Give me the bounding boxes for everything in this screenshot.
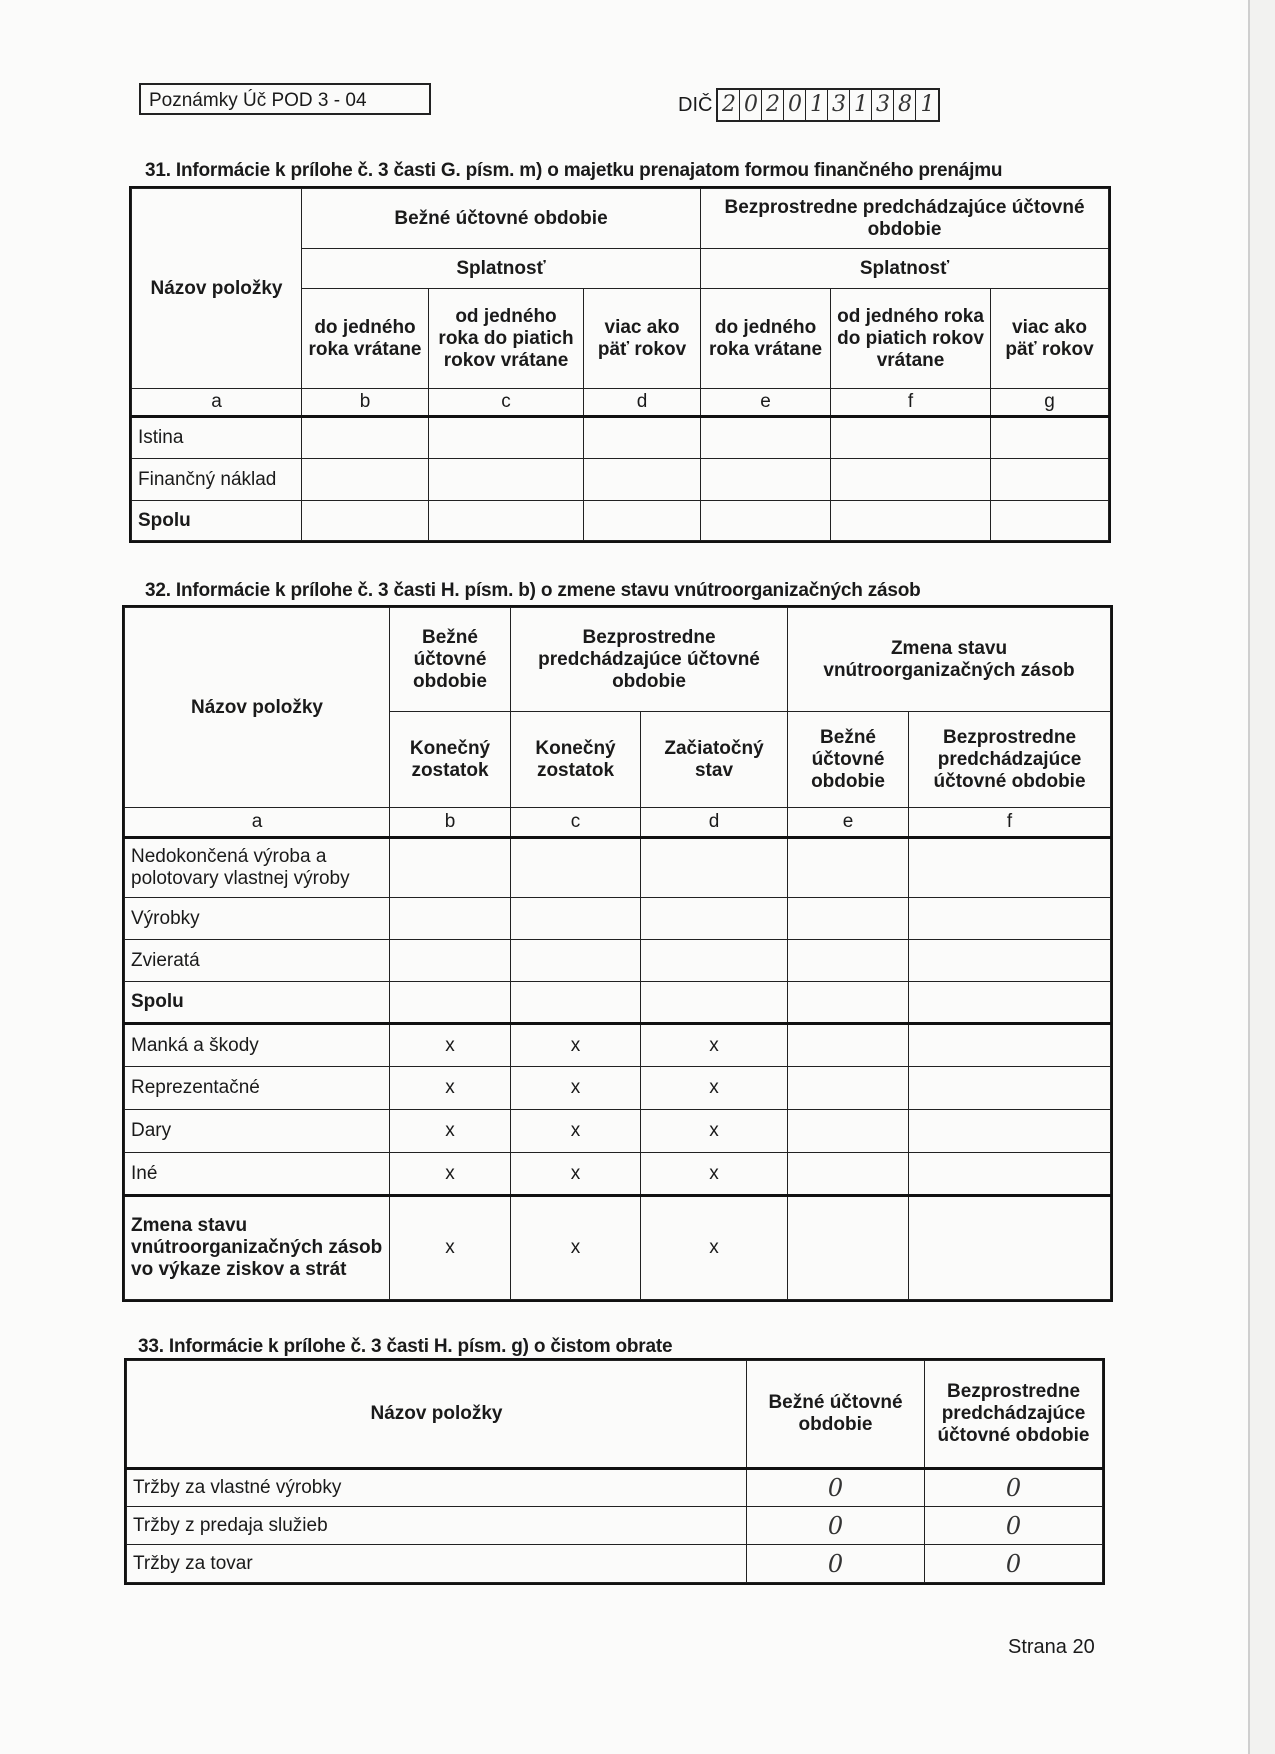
- x-mark: x: [390, 1153, 511, 1196]
- dic-cells: [716, 88, 940, 122]
- s32-row-label: Nedokončená výroba a polotovary vlastnej výroby: [125, 838, 390, 898]
- dic-digit[interactable]: 1: [850, 90, 872, 120]
- s32-row-label: Spolu: [125, 982, 390, 1024]
- s32-cell[interactable]: [909, 1067, 1111, 1110]
- s32-row-label: Dary: [125, 1110, 390, 1153]
- s31-letter: d: [584, 389, 701, 417]
- s31-cell[interactable]: [831, 501, 991, 541]
- s31-row-label: Spolu: [132, 501, 302, 541]
- s32-col-e: Bežné účtovné obdobie: [788, 712, 909, 808]
- s33-previous-value[interactable]: 0: [925, 1545, 1103, 1583]
- s31-maturity-current: Splatnosť: [302, 249, 701, 289]
- x-mark: x: [511, 1067, 641, 1110]
- s31-col-d: viac ako päť rokov: [584, 289, 701, 389]
- s31-cell[interactable]: [701, 417, 831, 459]
- form-code: Poznámky Úč POD 3 - 04: [139, 83, 431, 115]
- x-mark: x: [511, 1196, 641, 1300]
- x-mark: x: [390, 1110, 511, 1153]
- s32-cell[interactable]: [641, 982, 788, 1024]
- x-mark: x: [511, 1110, 641, 1153]
- s32-letter: c: [511, 808, 641, 838]
- dic-digit[interactable]: 1: [806, 90, 828, 120]
- s32-cell[interactable]: [390, 898, 511, 940]
- s32-letter: a: [125, 808, 390, 838]
- s32-col-d: Začiatočný stav: [641, 712, 788, 808]
- s32-cell[interactable]: [909, 898, 1111, 940]
- s32-cell[interactable]: [390, 838, 511, 898]
- dic-label: DIČ: [678, 93, 713, 116]
- s32-cell[interactable]: [909, 1110, 1111, 1153]
- s31-cell[interactable]: [302, 501, 429, 541]
- s32-cell[interactable]: [788, 1024, 909, 1067]
- s31-cell[interactable]: [429, 459, 584, 501]
- s31-letter: g: [991, 389, 1109, 417]
- s32-cell[interactable]: [788, 982, 909, 1024]
- s32-col-f: Bezprostredne predchádzajúce účtovné obdobie: [909, 712, 1111, 808]
- section-31-title: 31. Informácie k prílohe č. 3 časti G. písm. m) o majetku prenajatom formou finančného prenájmu: [145, 160, 1003, 181]
- s32-row-label: Zvieratá: [125, 940, 390, 982]
- dic-digit[interactable]: 3: [828, 90, 850, 120]
- s32-previous-period: Bezprostredne predchádzajúce účtovné obdobie: [511, 608, 788, 712]
- s32-cell[interactable]: [788, 940, 909, 982]
- s31-cell[interactable]: [701, 501, 831, 541]
- s32-letter: e: [788, 808, 909, 838]
- section-32-title: 32. Informácie k prílohe č. 3 časti H. písm. b) o zmene stavu vnútroorganizačných zásob: [145, 580, 921, 601]
- s33-current-header: Bežné účtovné obdobie: [747, 1361, 925, 1469]
- dic-digit[interactable]: 3: [872, 90, 894, 120]
- s32-cell[interactable]: [641, 940, 788, 982]
- s32-name-header: Názov položky: [125, 608, 390, 808]
- x-mark: x: [390, 1196, 511, 1300]
- s31-cell[interactable]: [991, 459, 1109, 501]
- dic-digit[interactable]: 2: [718, 90, 740, 120]
- s32-cell[interactable]: [909, 982, 1111, 1024]
- s31-letter: b: [302, 389, 429, 417]
- s32-letter: f: [909, 808, 1111, 838]
- s32-cell[interactable]: [390, 982, 511, 1024]
- s33-previous-header: Bezprostredne predchádzajúce účtovné obdobie: [925, 1361, 1103, 1469]
- s32-col-b: Konečný zostatok: [390, 712, 511, 808]
- x-mark: x: [641, 1024, 788, 1067]
- s31-col-b: do jedného roka vrátane: [302, 289, 429, 389]
- s31-letter: c: [429, 389, 584, 417]
- x-mark: x: [390, 1024, 511, 1067]
- s32-cell[interactable]: [909, 1153, 1111, 1196]
- s31-cell[interactable]: [701, 459, 831, 501]
- dic-digit[interactable]: 2: [762, 90, 784, 120]
- s32-letter: b: [390, 808, 511, 838]
- s31-letter: e: [701, 389, 831, 417]
- s31-previous-period: Bezprostredne predchádzajúce účtovné obdobie: [701, 189, 1109, 249]
- s31-cell[interactable]: [831, 459, 991, 501]
- page-number: Strana 20: [1008, 1636, 1095, 1658]
- x-mark: x: [511, 1153, 641, 1196]
- s32-cell[interactable]: [909, 940, 1111, 982]
- s32-cell[interactable]: [909, 1024, 1111, 1067]
- s31-letter: f: [831, 389, 991, 417]
- s33-previous-value[interactable]: 0: [925, 1507, 1103, 1545]
- s31-cell[interactable]: [584, 459, 701, 501]
- x-mark: x: [641, 1110, 788, 1153]
- s32-cell[interactable]: [511, 940, 641, 982]
- dic-digit[interactable]: 0: [740, 90, 762, 120]
- s32-row-label: Iné: [125, 1153, 390, 1196]
- s31-cell[interactable]: [991, 417, 1109, 459]
- s31-cell[interactable]: [584, 417, 701, 459]
- s32-current-period: Bežné účtovné obdobie: [390, 608, 511, 712]
- s31-col-g: viac ako päť rokov: [991, 289, 1109, 389]
- s32-cell[interactable]: [511, 838, 641, 898]
- s31-cell[interactable]: [302, 417, 429, 459]
- s32-row-label: Zmena stavu vnútroorganizačných zásob vo výkaze ziskov a strát: [125, 1196, 390, 1300]
- x-mark: x: [641, 1067, 788, 1110]
- s32-cell[interactable]: [788, 1110, 909, 1153]
- dic-field: [678, 88, 940, 122]
- s31-col-f: od jedného roka do piatich rokov vrátane: [831, 289, 991, 389]
- s32-cell[interactable]: [511, 982, 641, 1024]
- x-mark: x: [511, 1024, 641, 1067]
- s32-cell[interactable]: [788, 1067, 909, 1110]
- s33-name-header: Názov položky: [127, 1361, 747, 1469]
- s31-col-c: od jedného roka do piatich rokov vrátane: [429, 289, 584, 389]
- x-mark: x: [641, 1153, 788, 1196]
- s31-cell[interactable]: [991, 501, 1109, 541]
- s32-cell[interactable]: [909, 838, 1111, 898]
- section-33-table: [126, 1360, 1103, 1583]
- s31-maturity-previous: Splatnosť: [701, 249, 1109, 289]
- s32-cell[interactable]: [909, 1196, 1111, 1300]
- s32-row-label: Manká a škody: [125, 1024, 390, 1067]
- s31-cell[interactable]: [429, 417, 584, 459]
- dic-digit[interactable]: 8: [894, 90, 916, 120]
- s32-row-label: Reprezentačné: [125, 1067, 390, 1110]
- s33-row-label: Tržby za vlastné výrobky: [127, 1469, 747, 1507]
- s31-cell[interactable]: [831, 417, 991, 459]
- section-32-table: [124, 607, 1111, 1300]
- s31-cell[interactable]: [584, 501, 701, 541]
- s31-row-label: Istina: [132, 417, 302, 459]
- s32-cell[interactable]: [788, 1196, 909, 1300]
- s32-cell[interactable]: [788, 898, 909, 940]
- s33-row-label: Tržby za tovar: [127, 1545, 747, 1583]
- s33-current-value[interactable]: 0: [747, 1469, 925, 1507]
- section-31-table: [131, 188, 1109, 541]
- s32-cell[interactable]: [788, 838, 909, 898]
- s32-cell[interactable]: [641, 838, 788, 898]
- x-mark: x: [641, 1196, 788, 1300]
- s33-row-label: Tržby z predaja služieb: [127, 1507, 747, 1545]
- s32-col-c: Konečný zostatok: [511, 712, 641, 808]
- dic-digit[interactable]: 0: [784, 90, 806, 120]
- s33-current-value[interactable]: 0: [747, 1545, 925, 1583]
- s31-col-e: do jedného roka vrátane: [701, 289, 831, 389]
- s31-cell[interactable]: [429, 501, 584, 541]
- s31-current-period: Bežné účtovné obdobie: [302, 189, 701, 249]
- s31-letter: a: [132, 389, 302, 417]
- s32-cell[interactable]: [788, 1153, 909, 1196]
- dic-digit[interactable]: 1: [920, 92, 935, 117]
- s32-cell[interactable]: [390, 940, 511, 982]
- s31-row-label: Finančný náklad: [132, 459, 302, 501]
- s32-letter: d: [641, 808, 788, 838]
- s32-cell[interactable]: [511, 898, 641, 940]
- s32-row-label: Výrobky: [125, 898, 390, 940]
- s31-cell[interactable]: [302, 459, 429, 501]
- s33-current-value[interactable]: 0: [747, 1507, 925, 1545]
- s32-change-header: Zmena stavu vnútroorganizačných zásob: [788, 608, 1111, 712]
- s33-previous-value[interactable]: 0: [925, 1469, 1103, 1507]
- section-33-title: 33. Informácie k prílohe č. 3 časti H. písm. g) o čistom obrate: [138, 1336, 673, 1357]
- s31-name-header: Názov položky: [132, 189, 302, 389]
- x-mark: x: [390, 1067, 511, 1110]
- s32-cell[interactable]: [641, 898, 788, 940]
